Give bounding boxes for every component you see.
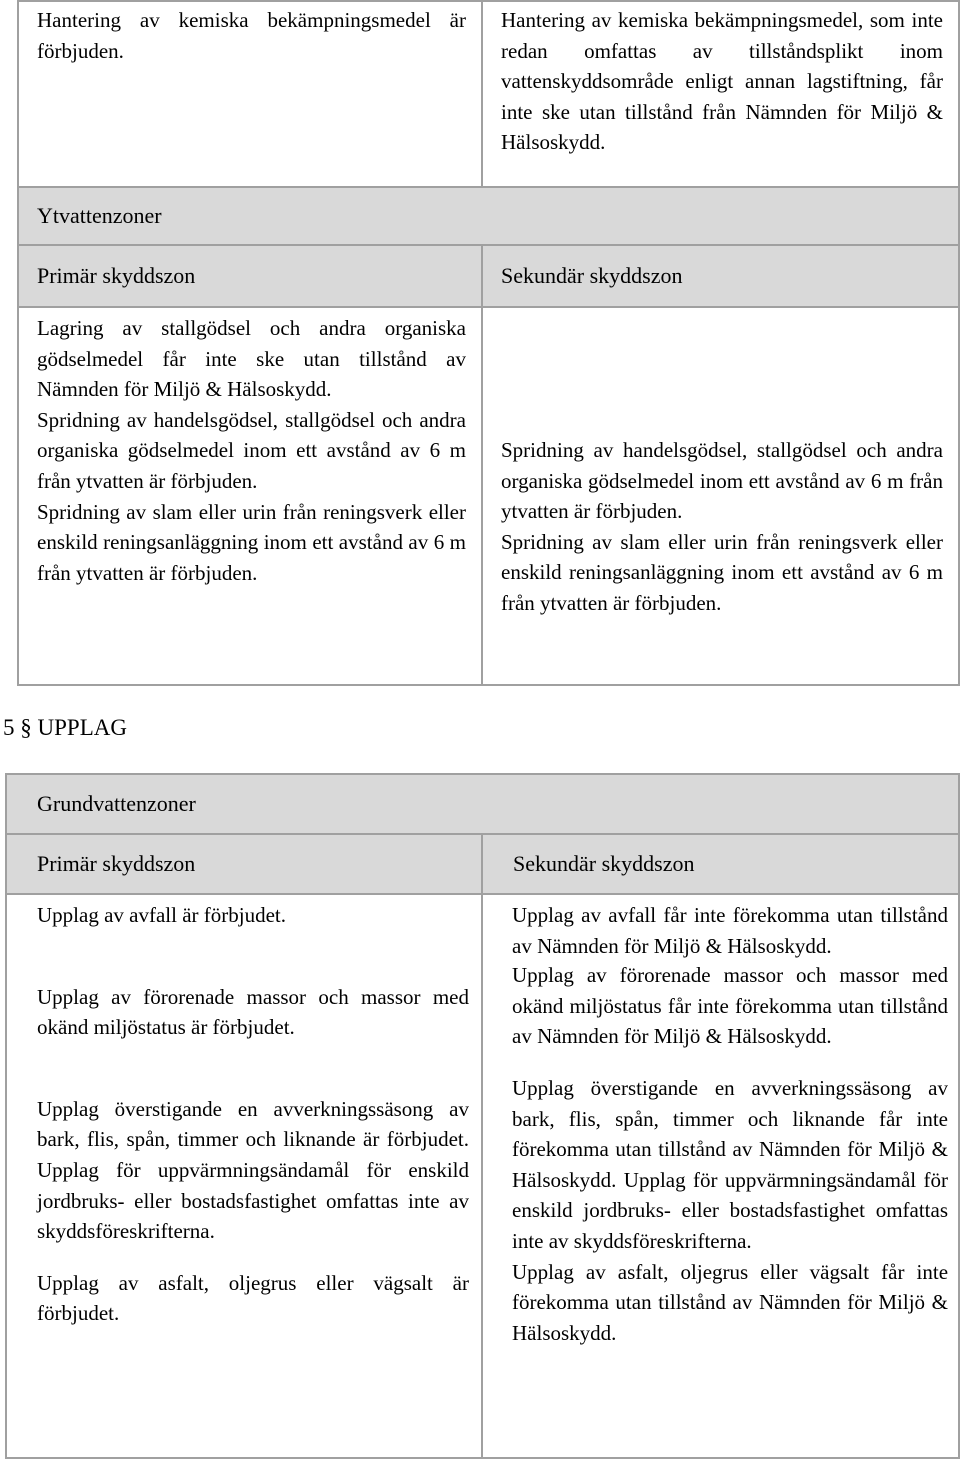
rule-text: Upplag av förorenade massor och massor med okänd miljöstatus får inte förekomma utan tillstånd av Nämnden för Miljö & Hälsoskydd.: [512, 963, 949, 1049]
pesticide-secondary-rule: Hantering av kemiska bekämpningsmedel, som inte redan omfattas av tillståndsplikt inom vattenskyddsområde enligt annan lagstiftning, får inte ske utan tillstånd från Nämnden för Miljö & Hälsoskydd.: [501, 8, 943, 155]
rule-text: Upplag av avfall är förbjudet.: [37, 903, 286, 927]
zone-title-row: [6, 774, 959, 834]
secondary-zone-header: [482, 834, 959, 894]
groundwater-table: [5, 773, 960, 1459]
rule-text: Upplag av asfalt, oljegrus eller vägsalt är förbjudet.: [37, 1270, 469, 1326]
primary-zone-header: [6, 834, 482, 894]
rule-text: Spridning av slam eller urin från reningsverk eller enskild reningsanläggning inom ett avstånd av 6 m från ytvatten är förbjuden.: [501, 529, 943, 615]
surface-water-table: [17, 0, 960, 686]
rule-text: Spridning av handelsgödsel, stallgödsel och andra organiska gödselmedel inom ett avstånd av 6 m från ytvatten är förbjuden.: [37, 407, 466, 493]
rule-text: Upplag överstigande en avverkningssäsong av bark, flis, spån, timmer och liknande får inte förekomma utan tillstånd av Nämnden för Miljö & Hälsoskydd. Upplag för uppvärmningsändamål för enskild jordbruks- eller bostadsfastighet omfattas inte av skyddsföreskrifterna.: [512, 1075, 949, 1253]
secondary-zone-header: [482, 245, 959, 307]
secondary-zone-label: Sekundär skyddszon: [513, 851, 695, 876]
rule-text: Lagring av stallgödsel och andra organiska gödselmedel får inte ske utan tillstånd av Nämnden för Miljö & Hälsoskydd.: [37, 316, 466, 402]
secondary-zone-rules: [482, 894, 959, 1458]
section-heading: 5 § UPPLAG: [3, 715, 127, 740]
secondary-zone-rules: [482, 307, 959, 685]
zone-title-row: [18, 187, 959, 245]
rule-text: Spridning av slam eller urin från reningsverk eller enskild reningsanläggning inom ett avstånd av 6 m från ytvatten är förbjuden.: [37, 499, 466, 585]
pesticide-primary-rule: Hantering av kemiska bekämpningsmedel är förbjuden.: [37, 8, 466, 63]
rule-text: Upplag av avfall får inte förekomma utan tillstånd av Nämnden för Miljö & Hälsoskydd.: [512, 903, 949, 958]
primary-zone-rules: [6, 894, 482, 1458]
secondary-zone-label: Sekundär skyddszon: [501, 263, 683, 288]
rule-text: Upplag av asfalt, oljegrus eller vägsalt får inte förekomma utan tillstånd av Nämnden för Miljö & Hälsoskydd.: [512, 1259, 949, 1345]
rule-text: Upplag överstigande en avverkningssäsong av bark, flis, spån, timmer och liknande är förbjudet. Upplag för uppvärmningsändamål för enskild jordbruks- eller bostadsfastighet omfattas inte av skyddsföreskrifterna.: [37, 1096, 469, 1244]
pesticide-secondary-cell: [482, 1, 959, 187]
primary-zone-label: Primär skyddszon: [37, 851, 196, 876]
zone-title: Ytvattenzoner: [37, 203, 162, 228]
primary-zone-rules: [18, 307, 482, 685]
pesticide-primary-cell: [18, 1, 482, 187]
rule-text: Spridning av handelsgödsel, stallgödsel och andra organiska gödselmedel inom ett avstånd av 6 m från ytvatten är förbjuden.: [501, 438, 943, 524]
primary-zone-header: [18, 245, 482, 307]
primary-zone-label: Primär skyddszon: [37, 263, 196, 288]
zone-title: Grundvattenzoner: [37, 791, 196, 816]
rule-text: Upplag av förorenade massor och massor med okänd miljöstatus är förbjudet.: [37, 984, 469, 1040]
